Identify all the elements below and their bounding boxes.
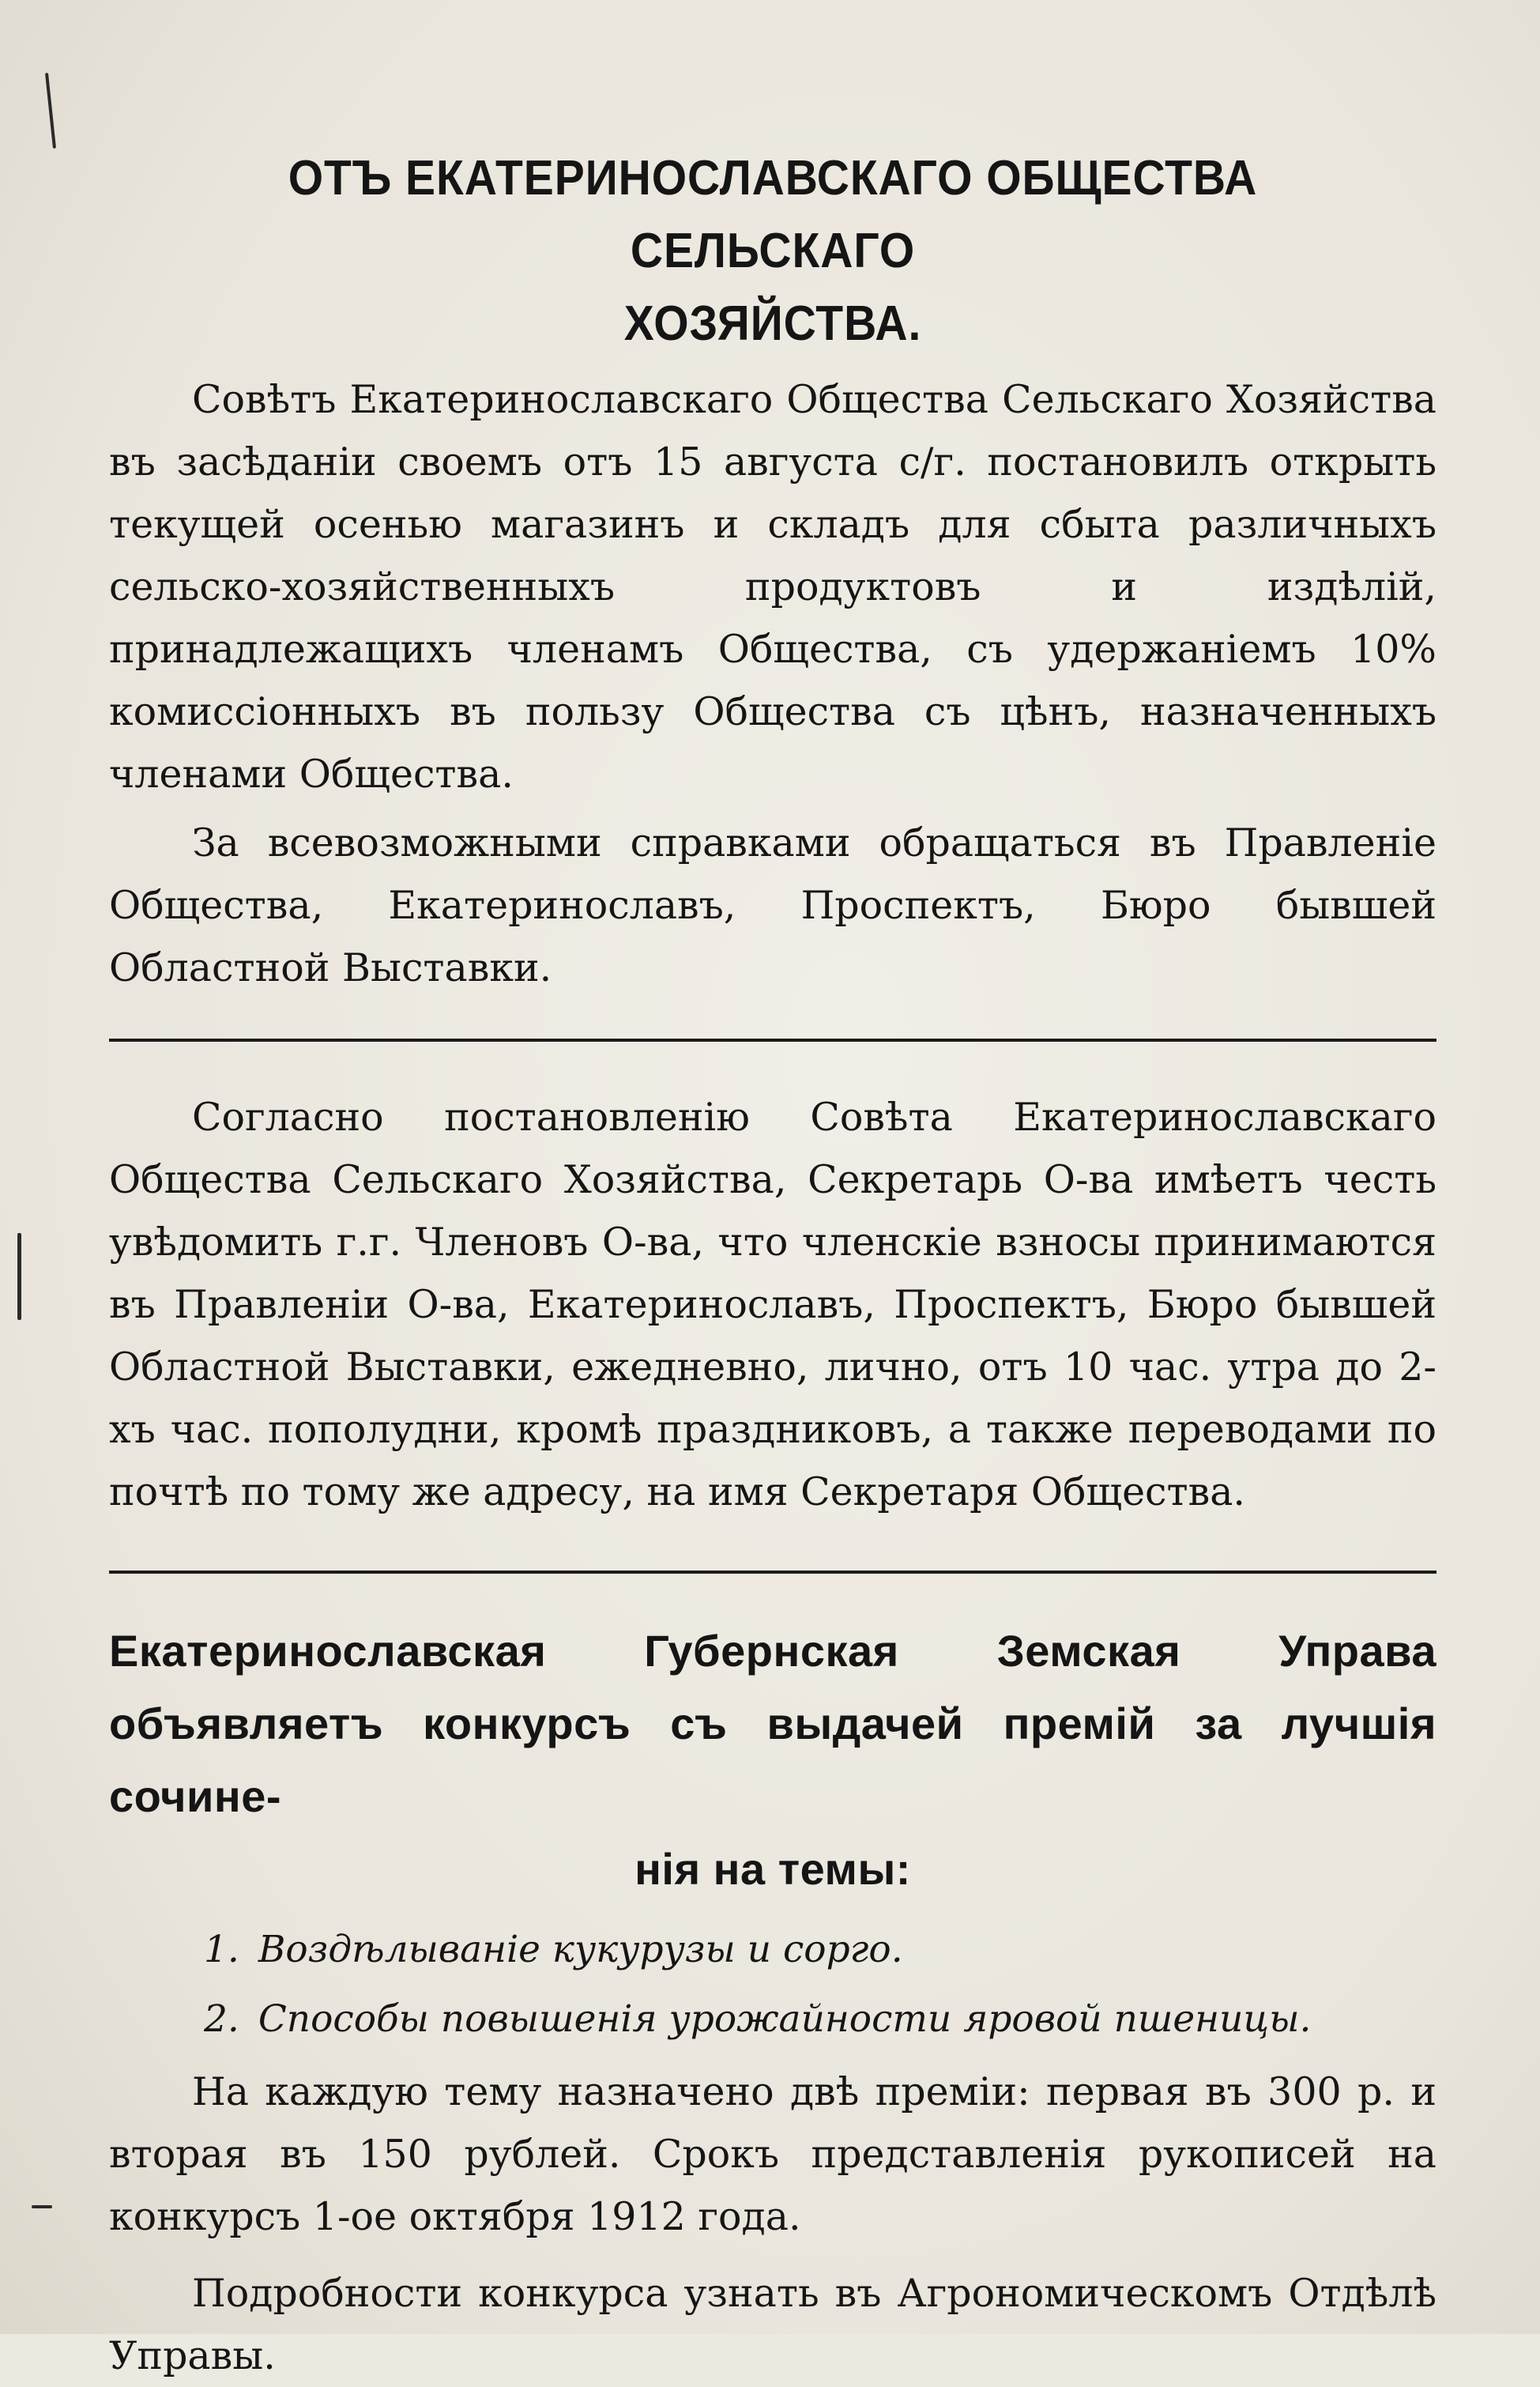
contest-topics-list <box>109 1915 1436 2054</box>
page-edge-mark-middle <box>17 1233 21 1320</box>
page-edge-mark-bottom <box>32 2205 52 2208</box>
contest-topic-item <box>204 1985 1436 2054</box>
notice3-title-main: Екатеринославская Губернская Земская Управа объявляетъ конкурсъ съ выдачей премій за лучшія сочине- <box>109 1626 1436 1821</box>
contest-topic-number: 2. <box>204 1997 239 2041</box>
notice3-paragraph2: Подробности конкурса узнать въ Агрономическомъ Отдѣлѣ Управы. <box>109 2271 1436 2378</box>
contest-topic-text: Воздѣлываніе кукурузы и сорго. <box>258 1928 903 1971</box>
notice-membership-fees <box>109 1086 1436 1523</box>
notice1-title-line1: ОТЪ ЕКАТЕРИНОСЛАВСКАГО ОБЩЕСТВА СЕЛЬСКАГО <box>288 151 1258 278</box>
notice1-title-line2: ХОЗЯЙСТВА. <box>623 296 922 351</box>
divider-1 <box>109 1039 1436 1042</box>
page-edge-mark-top <box>45 73 56 149</box>
notice1-title <box>162 142 1384 360</box>
page-content <box>109 142 1436 2387</box>
contest-topic-item <box>204 1915 1436 1985</box>
notice-agricultural-society <box>109 142 1436 999</box>
contest-topic-text: Способы повышенія урожайности яровой пшеницы. <box>258 1997 1312 2041</box>
divider-2 <box>109 1571 1436 1574</box>
notice1-paragraph1: Совѣтъ Екатеринославскаго Общества Сельскаго Хозяйства въ засѣданіи своемъ отъ 15 августа с/г. постановилъ открыть текущей осенью магазинъ и складъ для сбыта различныхъ сельско-хозяйственныхъ продуктовъ и издѣлій, принадлежащихъ членамъ Общества, съ удержаніемъ 10% комиссіонныхъ въ пользу Общества съ цѣнъ, назначенныхъ членами Общества. <box>109 377 1436 797</box>
notice2-paragraph: Согласно постановленію Совѣта Екатеринославскаго Общества Сельскаго Хозяйства, Секретарь О-ва имѣетъ честь увѣдомить г.г. Членовъ О-ва, что членскіе взносы принимаются въ Правленіи О-ва, Екатеринославъ, Проспектъ, Бюро бывшей Областной Выставки, ежедневно, лично, отъ 10 час. утра до 2-хъ час. пополудни, кромѣ праздниковъ, а также переводами по почтѣ по тому же адресу, на имя Секретаря Общества. <box>109 1095 1436 1514</box>
contest-topic-number: 1. <box>204 1928 239 1971</box>
notice1-paragraph2: За всевозможными справками обращаться въ Правленіе Общества, Екатеринославъ, Проспектъ, Бюро бывшей Областной Выставки. <box>109 820 1436 990</box>
notice3-title <box>109 1615 1436 1906</box>
notice3-title-last: нія на темы: <box>634 1844 911 1894</box>
notice3-paragraph1: На каждую тему назначено двѣ преміи: первая въ 300 р. и вторая въ 150 рублей. Срокъ представленія рукописей на конкурсъ 1-ое октября 1912 года. <box>109 2069 1436 2239</box>
notice-zemstvo-contest <box>109 1615 1436 2387</box>
